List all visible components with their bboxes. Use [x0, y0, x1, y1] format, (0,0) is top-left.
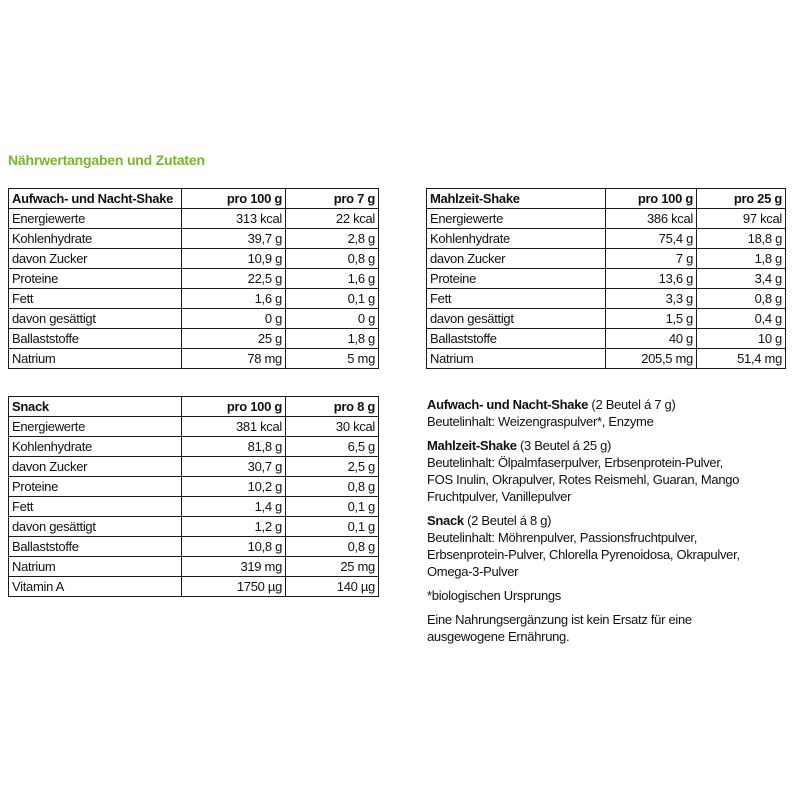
table-header-per-portion: pro 8 g	[286, 397, 379, 417]
nutrition-table-snack	[8, 396, 379, 597]
table-row	[427, 289, 786, 309]
value-per-100g: 10,2 g	[182, 477, 286, 497]
nutrient-label: Fett	[9, 497, 182, 517]
nutrient-label: Natrium	[427, 349, 606, 369]
value-per-portion: 140 µg	[286, 577, 379, 597]
nutrient-label: davon Zucker	[9, 457, 182, 477]
nutrient-label: Fett	[427, 289, 606, 309]
table-header-product: Mahlzeit-Shake	[427, 189, 606, 209]
value-per-portion: 5 mg	[286, 349, 379, 369]
table-row	[9, 329, 379, 349]
value-per-portion: 0 g	[286, 309, 379, 329]
value-per-100g: 13,6 g	[606, 269, 697, 289]
nutrient-label: davon gesättigt	[9, 517, 182, 537]
value-per-100g: 10,9 g	[182, 249, 286, 269]
table-row	[9, 537, 379, 557]
table-header-per-portion: pro 7 g	[286, 189, 379, 209]
value-per-portion: 0,1 g	[286, 497, 379, 517]
table-row	[9, 517, 379, 537]
value-per-100g: 3,3 g	[606, 289, 697, 309]
table-header-product: Snack	[9, 397, 182, 417]
nutrient-label: Ballaststoffe	[427, 329, 606, 349]
value-per-portion: 2,5 g	[286, 457, 379, 477]
value-per-100g: 205,5 mg	[606, 349, 697, 369]
value-per-portion: 0,8 g	[697, 289, 786, 309]
table-header-per-100g: pro 100 g	[606, 189, 697, 209]
ingredients-line: Omega-3-Pulver	[427, 564, 519, 579]
footnote-text: *biologischen Ursprungs	[427, 588, 562, 603]
value-per-100g: 1,5 g	[606, 309, 697, 329]
ingredients-line: Fruchtpulver, Vanillepulver	[427, 489, 572, 504]
nutrient-label: davon gesättigt	[427, 309, 606, 329]
nutrient-label: davon Zucker	[9, 249, 182, 269]
value-per-100g: 1,4 g	[182, 497, 286, 517]
value-per-portion: 10 g	[697, 329, 786, 349]
product-name: Aufwach- und Nacht-Shake	[427, 397, 589, 412]
value-per-portion: 0,8 g	[286, 537, 379, 557]
table-row	[9, 577, 379, 597]
value-per-100g: 381 kcal	[182, 417, 286, 437]
ingredients-aufwach	[427, 396, 787, 430]
table-row	[427, 209, 786, 229]
table-row	[427, 309, 786, 329]
value-per-portion: 0,8 g	[286, 477, 379, 497]
value-per-100g: 25 g	[182, 329, 286, 349]
disclaimer-line: ausgewogene Ernährung.	[427, 629, 570, 644]
value-per-100g: 30,7 g	[182, 457, 286, 477]
nutrient-label: Energiewerte	[427, 209, 606, 229]
value-per-portion: 0,1 g	[286, 289, 379, 309]
value-per-portion: 0,1 g	[286, 517, 379, 537]
ingredients-line: FOS Inulin, Okrapulver, Rotes Reismehl, Guaran, Mango	[427, 472, 740, 487]
table-row	[427, 229, 786, 249]
value-per-portion: 51,4 mg	[697, 349, 786, 369]
nutrient-label: davon gesättigt	[9, 309, 182, 329]
table-row	[427, 329, 786, 349]
nutrient-label: Proteine	[9, 269, 182, 289]
value-per-100g: 78 mg	[182, 349, 286, 369]
nutrient-label: Ballaststoffe	[9, 537, 182, 557]
nutrient-label: Proteine	[427, 269, 606, 289]
value-per-100g: 10,8 g	[182, 537, 286, 557]
portion-info: (2 Beutel á 7 g)	[591, 397, 676, 412]
value-per-100g: 319 mg	[182, 557, 286, 577]
nutrient-label: Proteine	[9, 477, 182, 497]
table-row	[9, 309, 379, 329]
table-row	[9, 497, 379, 517]
nutrient-label: Energiewerte	[9, 209, 182, 229]
table-header-per-100g: pro 100 g	[182, 397, 286, 417]
table-header-product: Aufwach- und Nacht-Shake	[9, 189, 182, 209]
value-per-portion: 0,8 g	[286, 249, 379, 269]
value-per-100g: 1,6 g	[182, 289, 286, 309]
value-per-portion: 3,4 g	[697, 269, 786, 289]
disclaimer-line: Eine Nahrungsergänzung ist kein Ersatz für eine	[427, 612, 692, 627]
value-per-portion: 6,5 g	[286, 437, 379, 457]
page-title: Nährwertangaben und Zutaten	[8, 152, 205, 168]
table-row	[9, 457, 379, 477]
nutrient-label: Natrium	[9, 349, 182, 369]
value-per-100g: 81,8 g	[182, 437, 286, 457]
value-per-portion: 1,8 g	[697, 249, 786, 269]
value-per-portion: 2,8 g	[286, 229, 379, 249]
value-per-100g: 40 g	[606, 329, 697, 349]
portion-info: (2 Beutel á 8 g)	[467, 513, 552, 528]
value-per-100g: 75,4 g	[606, 229, 697, 249]
value-per-100g: 313 kcal	[182, 209, 286, 229]
table-header-row	[427, 189, 786, 209]
nutrient-label: Kohlenhydrate	[427, 229, 606, 249]
table-row	[9, 477, 379, 497]
product-name: Mahlzeit-Shake	[427, 438, 517, 453]
table-header-per-portion: pro 25 g	[697, 189, 786, 209]
table-row	[9, 437, 379, 457]
nutrition-table-mahlzeit	[426, 188, 786, 369]
value-per-100g: 1750 µg	[182, 577, 286, 597]
ingredients-line: Erbsenprotein-Pulver, Chlorella Pyrenoidosa, Okrapulver,	[427, 547, 740, 562]
product-name: Snack	[427, 513, 464, 528]
table-row	[427, 269, 786, 289]
ingredients-section	[427, 396, 787, 652]
value-per-portion: 25 mg	[286, 557, 379, 577]
value-per-portion: 97 kcal	[697, 209, 786, 229]
footnote	[427, 587, 787, 604]
value-per-portion: 1,6 g	[286, 269, 379, 289]
value-per-100g: 386 kcal	[606, 209, 697, 229]
portion-info: (3 Beutel á 25 g)	[520, 438, 612, 453]
table-row	[9, 417, 379, 437]
nutrient-label: Natrium	[9, 557, 182, 577]
table-header-row	[9, 189, 379, 209]
nutrient-label: Energiewerte	[9, 417, 182, 437]
table-row	[9, 249, 379, 269]
nutrient-label: Fett	[9, 289, 182, 309]
nutrient-label: Kohlenhydrate	[9, 437, 182, 457]
table-row	[427, 349, 786, 369]
table-row	[9, 289, 379, 309]
value-per-portion: 1,8 g	[286, 329, 379, 349]
ingredients-line: Beutelinhalt: Ölpalmfaserpulver, Erbsenprotein-Pulver,	[427, 455, 723, 470]
ingredients-line: Beutelinhalt: Möhrenpulver, Passionsfruchtpulver,	[427, 530, 698, 545]
table-header-per-100g: pro 100 g	[182, 189, 286, 209]
ingredients-mahlzeit	[427, 437, 787, 505]
value-per-100g: 1,2 g	[182, 517, 286, 537]
value-per-portion: 22 kcal	[286, 209, 379, 229]
nutrient-label: Ballaststoffe	[9, 329, 182, 349]
table-row	[9, 209, 379, 229]
table-row	[9, 349, 379, 369]
value-per-100g: 0 g	[182, 309, 286, 329]
ingredients-line: Beutelinhalt: Weizengraspulver*, Enzyme	[427, 414, 654, 429]
value-per-100g: 39,7 g	[182, 229, 286, 249]
value-per-100g: 7 g	[606, 249, 697, 269]
ingredients-snack	[427, 512, 787, 580]
nutrient-label: Vitamin A	[9, 577, 182, 597]
table-row	[9, 229, 379, 249]
table-row	[9, 269, 379, 289]
table-row	[427, 249, 786, 269]
disclaimer	[427, 611, 787, 645]
nutrient-label: Kohlenhydrate	[9, 229, 182, 249]
nutrition-table-aufwach	[8, 188, 379, 369]
table-header-row	[9, 397, 379, 417]
nutrient-label: davon Zucker	[427, 249, 606, 269]
value-per-portion: 18,8 g	[697, 229, 786, 249]
value-per-portion: 0,4 g	[697, 309, 786, 329]
table-row	[9, 557, 379, 577]
value-per-portion: 30 kcal	[286, 417, 379, 437]
value-per-100g: 22,5 g	[182, 269, 286, 289]
